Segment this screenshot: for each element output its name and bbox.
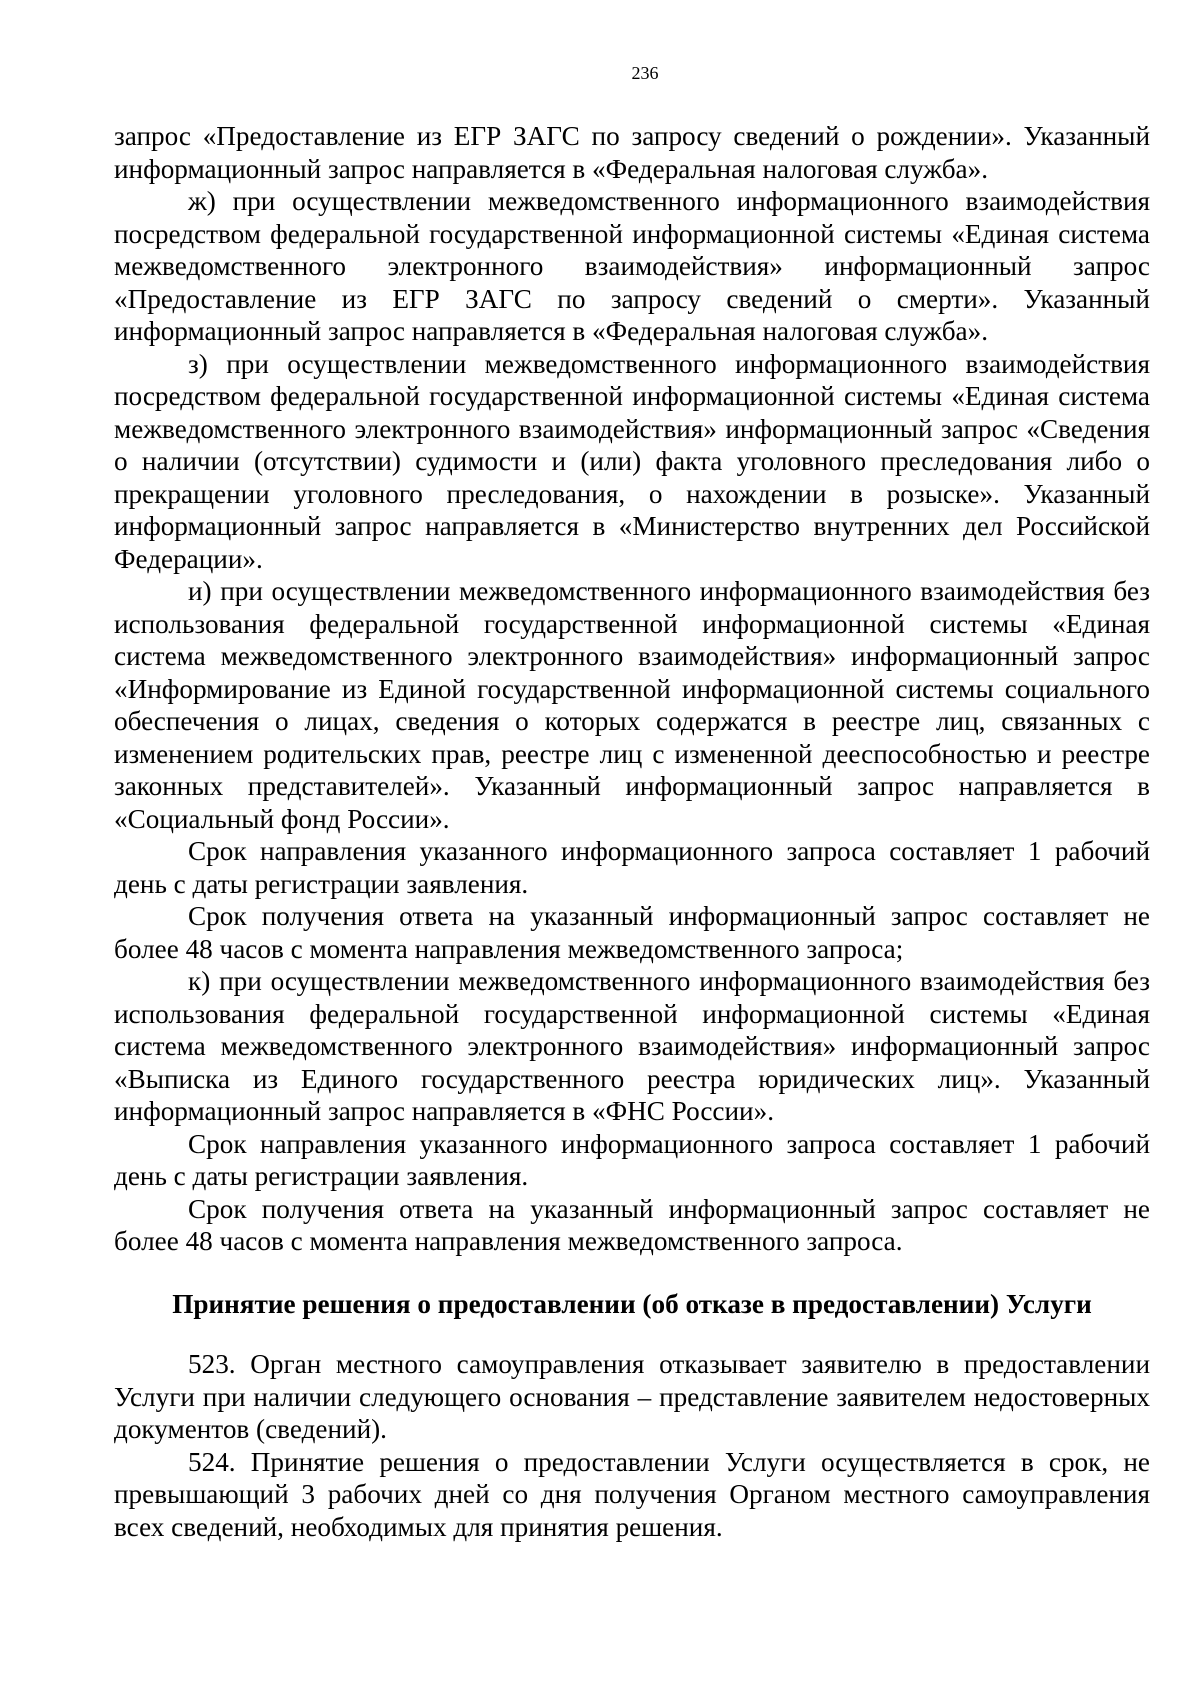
section-heading: Принятие решения о предоставлении (об отказе в предоставлении) Услуги: [172, 1288, 1092, 1319]
paragraph-deadline-send: Срок направления указанного информационного запроса составляет 1 рабочий день с даты регистрации заявления.: [114, 836, 1150, 899]
paragraph-item-i: и) при осуществлении межведомственного информационного взаимодействия без использования федеральной государственной информационной системы «Единая система межведомственного электронного взаимодействия» информационный запрос «Информирование из Единой государственной информационной системы социального обеспечения о лицах, сведения о которых содержатся в реестре лиц, связанных с изменением родительских прав, реестре лиц с измененной дееспособностью и реестре законных представителей». Указанный информационный запрос направляется в «Социальный фонд России».: [114, 576, 1150, 834]
body-text-after: [114, 1348, 1150, 1543]
paragraph-523: 523. Орган местного самоуправления отказывает заявителю в предоставлении Услуги при наличии следующего основания – представление заявителем недостоверных документов (сведений).: [114, 1349, 1150, 1444]
paragraph-item-zh: ж) при осуществлении межведомственного информационного взаимодействия посредством федеральной государственной информационной системы «Единая система межведомственного электронного взаимодействия» информационный запрос «Предоставление из ЕГР ЗАГС по запросу сведений о смерти». Указанный информационный запрос направляется в «Федеральная налоговая служба».: [114, 186, 1150, 346]
paragraph-deadline-response: Срок получения ответа на указанный информационный запрос составляет не более 48 часов с момента направления межведомственного запроса;: [114, 901, 1150, 964]
paragraph-continuation: запрос «Предоставление из ЕГР ЗАГС по запросу сведений о рождении». Указанный информационный запрос направляется в «Федеральная налоговая служба».: [114, 121, 1150, 184]
page-number: 236: [631, 63, 659, 83]
paragraph-deadline-response: Срок получения ответа на указанный информационный запрос составляет не более 48 часов с момента направления межведомственного запроса.: [114, 1193, 1150, 1256]
paragraph-deadline-send: Срок направления указанного информационного запроса составляет 1 рабочий день с даты регистрации заявления.: [114, 1128, 1150, 1191]
paragraph-524: 524. Принятие решения о предоставлении Услуги осуществляется в срок, не превышающий 3 рабочих дней со дня получения Органом местного самоуправления всех сведений, необходимых для принятия решения.: [114, 1446, 1150, 1542]
body-text-before: [114, 120, 1150, 1258]
paragraph-item-z: з) при осуществлении межведомственного информационного взаимодействия посредством федеральной государственной информационной системы «Единая система межведомственного электронного взаимодействия» информационный запрос «Сведения о наличии (отсутствии) судимости и (или) факта уголовного преследования либо о прекращении уголовного преследования, о нахождении в розыске». Указанный информационный запрос направляется в «Министерство внутренних дел Российской Федерации».: [114, 348, 1150, 574]
paragraph-item-k: к) при осуществлении межведомственного информационного взаимодействия без использования федеральной государственной информационной системы «Единая система межведомственного электронного взаимодействия» информационный запрос «Выписка из Единого государственного реестра юридических лиц». Указанный информационный запрос направляется в «ФНС России».: [114, 966, 1150, 1126]
